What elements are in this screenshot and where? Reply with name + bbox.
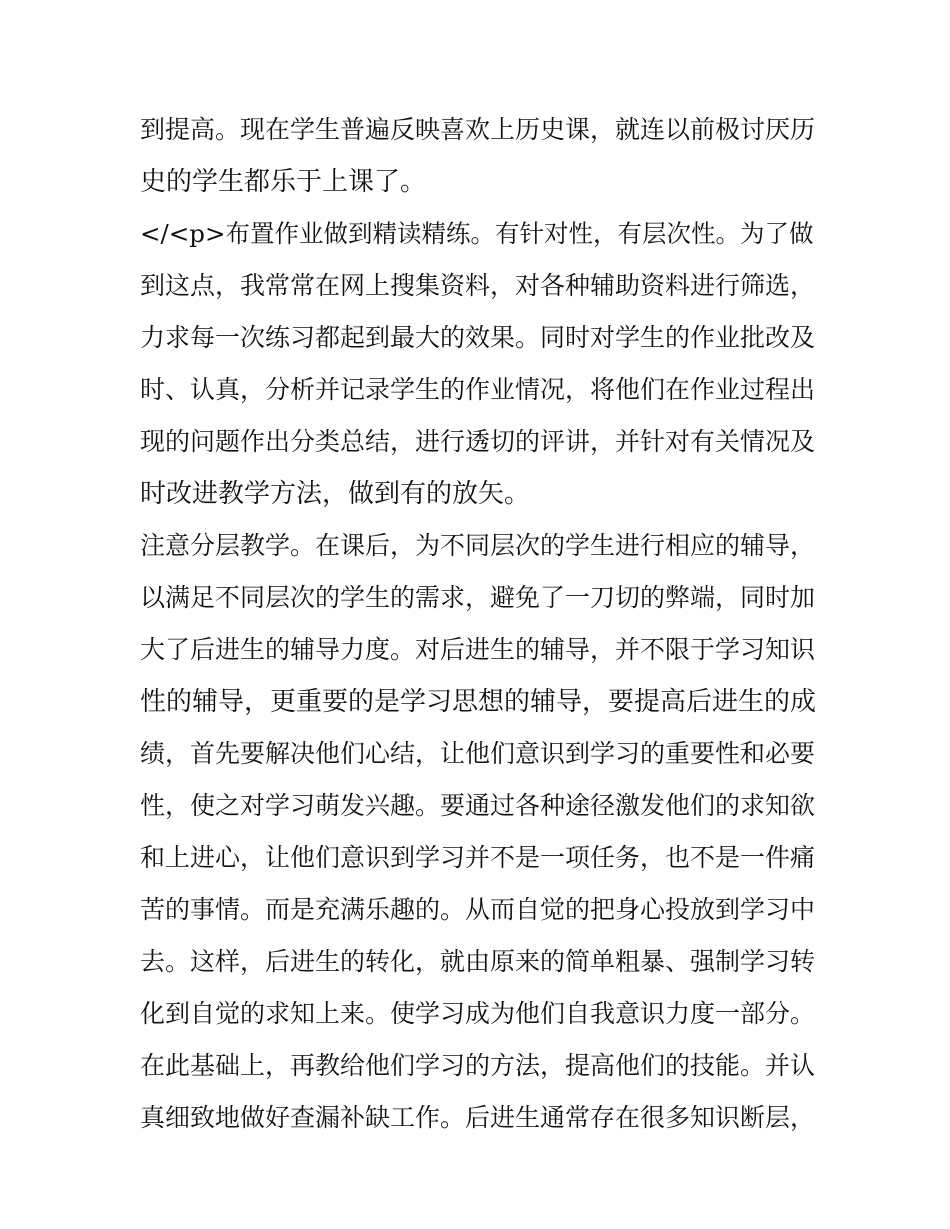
text-line: 性，使之对学习萌发兴趣。要通过各种途径激发他们的求知欲 xyxy=(140,791,816,820)
text-line: 时改进教学方法，做到有的放矢。 xyxy=(140,479,531,509)
text-line: 苦的事情。而是充满乐趣的。从而自觉的把身心投放到学习中 xyxy=(140,895,816,924)
text-line: 在此基础上，再教给他们学习的方法，提高他们的技能。并认 xyxy=(140,1051,816,1080)
text-line: 史的学生都乐于上课了。 xyxy=(140,167,427,197)
text-line: 去。这样，后进生的转化，就由原来的简单粗暴、强制学习转 xyxy=(140,947,816,976)
text-line: 性的辅导，更重要的是学习思想的辅导，要提高后进生的成 xyxy=(140,687,817,717)
text-line: 力求每一次练习都起到最大的效果。同时对学生的作业批改及 xyxy=(140,323,816,352)
text-line: 注意分层教学。在课后，为不同层次的学生进行相应的辅导， xyxy=(140,531,816,560)
text-line: 化到自觉的求知上来。使学习成为他们自我意识力度一部分。 xyxy=(140,999,816,1028)
text-line: 时、认真，分析并记录学生的作业情况，将他们在作业过程出 xyxy=(140,375,816,404)
text-line: 大了后进生的辅导力度。对后进生的辅导，并不限于学习知识 xyxy=(140,635,816,664)
text-line: 绩，首先要解决他们心结，让他们意识到学习的重要性和必要 xyxy=(140,739,816,768)
text-line: 现的问题作出分类总结，进行透切的评讲，并针对有关情况及 xyxy=(140,427,816,456)
text-line: 和上进心，让他们意识到学习并不是一项任务，也不是一件痛 xyxy=(140,843,816,872)
text-line: 到提高。现在学生普遍反映喜欢上历史课，就连以前极讨厌历 xyxy=(140,115,816,144)
text-line: 以满足不同层次的学生的需求，避免了一刀切的弊端，同时加 xyxy=(140,583,816,612)
text-line: 真细致地做好查漏补缺工作。后进生通常存在很多知识断层， xyxy=(140,1103,816,1132)
text-line: 到这点，我常常在网上搜集资料，对各种辅助资料进行筛选， xyxy=(140,271,816,300)
text-line: </<p>布置作业做到精读精练。有针对性，有层次性。为了做 xyxy=(140,219,814,248)
